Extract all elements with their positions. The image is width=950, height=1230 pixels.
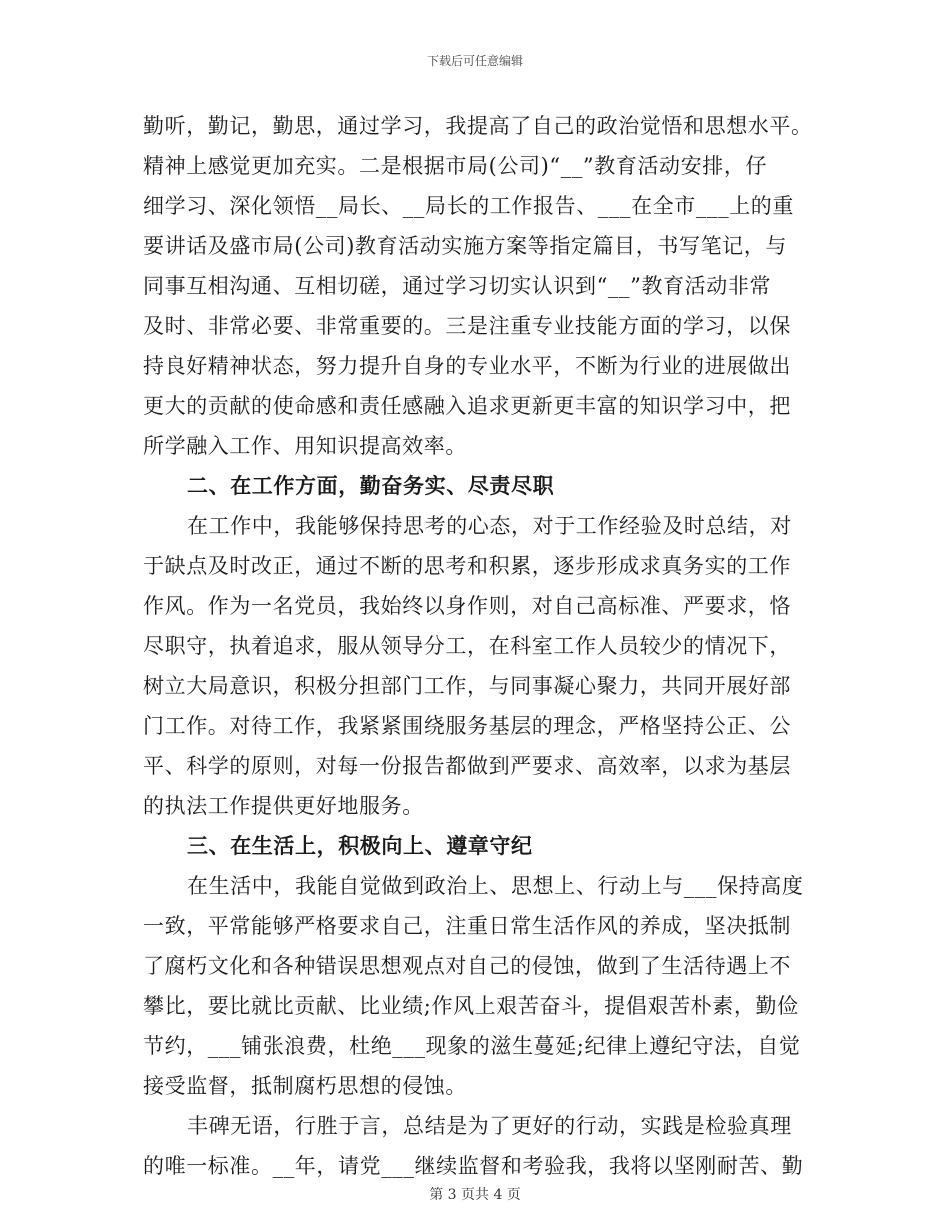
page-header: 下载后可任意编辑: [426, 54, 523, 68]
text-line: 平、科学的原则，对每一份报告都做到严要求、高效率，以求为基层: [143, 754, 791, 778]
text-line: 丰碑无语，行胜于言，总结是为了更好的行动，实践是检验真理: [187, 1114, 792, 1138]
text-line: 持良好精神状态，努力提升自身的专业水平，不断为行业的进展做出: [143, 354, 791, 378]
text-line: 树立大局意识，积极分担部门工作，与同事凝心聚力，共同开展好部: [143, 674, 791, 698]
section-heading: 二、在工作方面，勤奋务实、尽责尽职: [187, 473, 555, 498]
text-line: 及时、非常必要、非常重要的。三是注重专业技能方面的学习，以保: [143, 314, 791, 338]
text-line: 所学融入工作、用知识提高效率。: [143, 434, 467, 458]
text-line: 门工作。对待工作，我紧紧围绕服务基层的理念，严格坚持公正、公: [143, 714, 791, 738]
text-line: 节约，___铺张浪费，杜绝___现象的滋生蔓延;纪律上遵纪守法，自觉: [143, 1034, 801, 1058]
text-line: 尽职守，执着追求，服从领导分工，在科室工作人员较少的情况下，: [143, 634, 791, 658]
page-footer: 第 3 页共 4 页: [429, 1187, 521, 1203]
text-line: 在工作中，我能够保持思考的心态，对于工作经验及时总结，对: [187, 514, 792, 538]
text-line: 作风。作为一名党员，我始终以身作则，对自己高标准、严要求，恪: [143, 594, 791, 618]
text-line: 于缺点及时改正，通过不断的思考和积累，逐步形成求真务实的工作: [143, 554, 791, 578]
document-body: [143, 106, 813, 1186]
text-line: 要讲话及盛市局(公司)教育活动实施方案等指定篇目，书写笔记，与: [143, 234, 787, 258]
text-line: 勤听，勤记，勤思，通过学习，我提高了自己的政治觉悟和思想水平。: [143, 114, 813, 138]
text-line: 更大的贡献的使命感和责任感融入追求更新更丰富的知识学习中，把: [143, 394, 791, 418]
text-line: 精神上感觉更加充实。二是根据市局(公司)“__”教育活动安排，仔: [143, 154, 768, 178]
text-line: 细学习、深化领悟__局长、__局长的工作报告、___在全市___上的重: [143, 194, 794, 218]
text-line: 在生活中，我能自觉做到政治上、思想上、行动上与___保持高度: [187, 874, 804, 898]
text-line: 接受监督，抵制腐朽思想的侵蚀。: [143, 1074, 467, 1098]
text-line: 的唯一标准。__年，请党___继续监督和考验我，我将以坚刚耐苦、勤: [143, 1154, 804, 1178]
text-line: 同事互相沟通、互相切磋，通过学习切实认识到“__”教育活动非常: [143, 274, 772, 298]
text-line: 攀比，要比就比贡献、比业绩;作风上艰苦奋斗，提倡艰苦朴素，勤俭: [143, 994, 799, 1018]
text-line: 一致，平常能够严格要求自己，注重日常生活作风的养成，坚决抵制: [143, 914, 791, 938]
section-heading: 三、在生活上，积极向上、遵章守纪: [187, 833, 533, 858]
text-line: 了腐朽文化和各种错误思想观点对自己的侵蚀，做到了生活待遇上不: [143, 954, 791, 978]
text-line: 的执法工作提供更好地服务。: [143, 794, 424, 818]
